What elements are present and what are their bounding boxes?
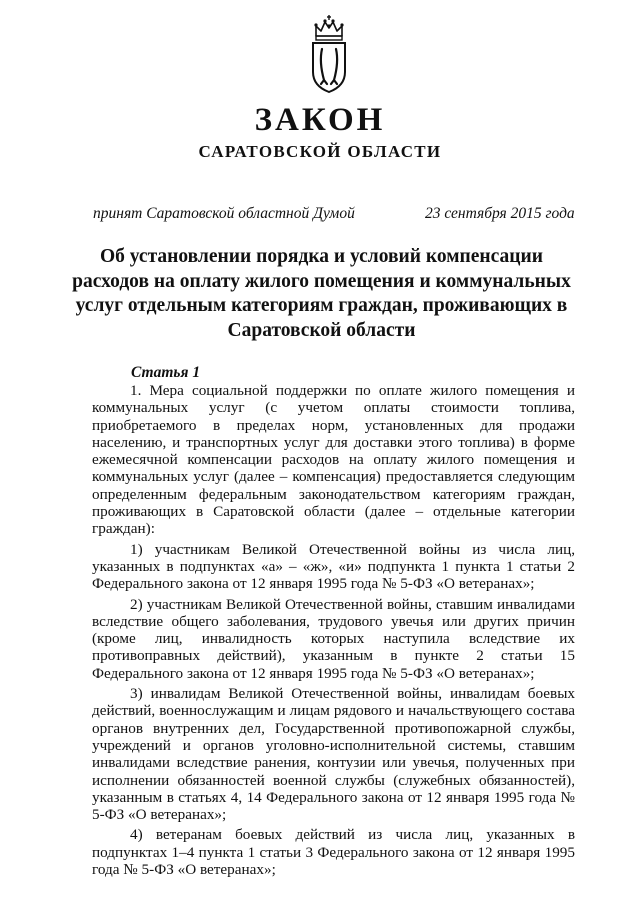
list-item: 1) участникам Великой Отечественной войны из числа лиц, указанных в подпунктах «а» – «ж», «и» подпункта 1 пункта 1 статьи 2 Федерального закона от 12 января 1995 года № 5-ФЗ «О ветеранах»; [92,540,575,593]
document-title: Об установлении порядка и условий компенсации расходов на оплату жилого помещения и коммунальных услуг отдельным категориям граждан, проживающих в Саратовской области [72,246,571,341]
saratov-coat-of-arms-icon [307,14,351,94]
article-body [92,382,575,881]
list-item: 4) ветеранам боевых действий из числа лиц, указанных в подпунктах 1–4 пункта 1 статьи 3 Федерального закона от 12 января 1995 года № 5-ФЗ «О ветеранах»; [92,826,575,879]
list-item: 2) участникам Великой Отечественной войны, ставшим инвалидами вследствие общего заболевания, трудового увечья или других причин (кроме лиц, инвалидность которых наступила вследствие их противоправных действий), указанным в пункте 2 статьи 15 Федерального закона от 12 января 1995 года № 5-ФЗ «О ветеранах»; [92,595,575,682]
paragraph: 1. Мера социальной поддержки по оплате жилого помещения и коммунальных услуг (с учетом оплаты стоимости топлива, приобретаемого в пределах норм, установленных для продажи населению, и транспортных услуг для доставки этого топлива) в форме ежемесячной компенсации расходов на оплату жилого помещения и коммунальных услуг (далее – компенсация) предоставляется следующим определенным федеральным законодательством категориям граждан, проживающих в Саратовской области (далее – отдельные категории граждан): [92,382,575,538]
adoption-body: принят Саратовской областной Думой [93,205,355,222]
list-item: 3) инвалидам Великой Отечественной войны, инвалидам боевых действий, военнослужащим и лицам рядового и начальствующего состава органов внутренних дел, Государственной противопожарной службы, учреждений и органов уголовно-исполнительной системы, ставшим инвалидами вследствие ранения, контузии или увечья, полученных при исполнении обязанностей военной службы (служебных обязанностей), указанным в статьях 4, 14 Федерального закона от 12 января 1995 года № 5-ФЗ «О ветеранах»; [92,685,575,824]
region-subtitle: САРАТОВСКОЙ ОБЛАСТИ [198,142,442,161]
article-heading: Статья 1 [131,364,201,381]
adoption-date: 23 сентября 2015 года [425,205,575,222]
law-title: ЗАКОН [254,102,386,138]
